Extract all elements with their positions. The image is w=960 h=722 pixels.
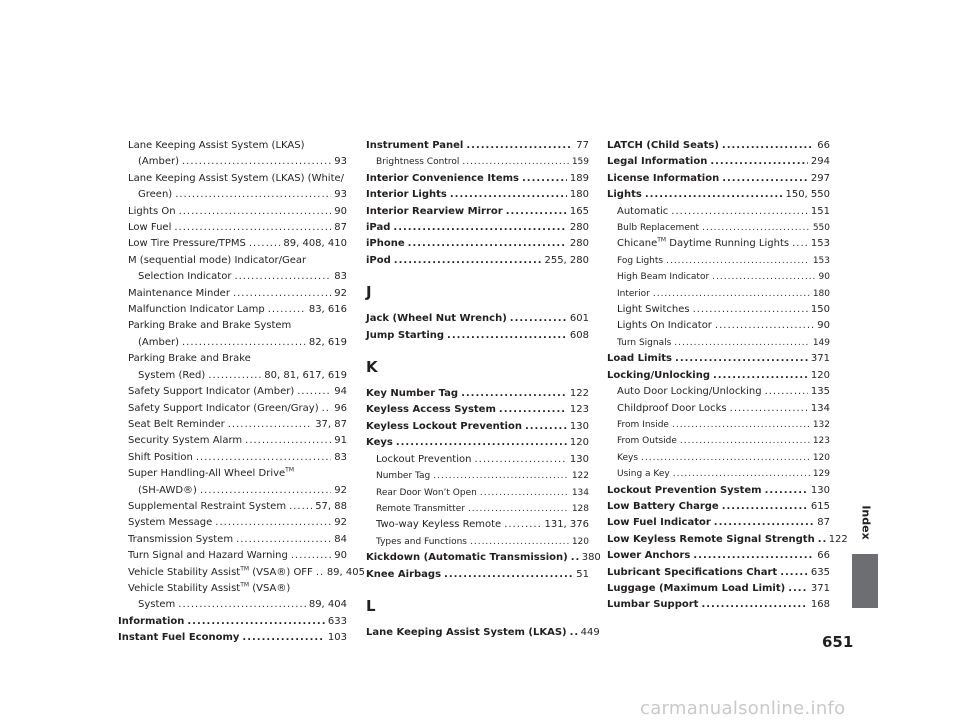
index-entry: From Inside ..... 132: [607, 417, 830, 433]
index-entry: Safety Support Indicator (Amber) ..... 94: [118, 384, 347, 400]
index-entry: Lockout Prevention System ..... 130: [607, 483, 830, 499]
index-entry: Vehicle Stability Assist™ (VSA®) OFF ..... 89, 405: [118, 565, 347, 581]
index-entry: Fog Lights ..... 153: [607, 253, 830, 269]
index-entry: iPhone ..... 280: [366, 236, 589, 252]
index-entry: Jack (Wheel Nut Wrench) ..... 601: [366, 311, 589, 327]
index-entry: Interior Lights ..... 180: [366, 187, 589, 203]
index-entry: System Message ..... 92: [118, 515, 347, 531]
index-entry: Parking Brake and Brake System: [128, 320, 292, 332]
index-entry: Chicane™ Daytime Running Lights ..... 153: [607, 236, 830, 252]
index-entry: Interior Rearview Mirror ..... 165: [366, 204, 589, 220]
index-entry: Types and Functions ..... 120: [366, 534, 589, 550]
index-entry: Lane Keeping Assist System (LKAS) (White/: [128, 172, 345, 184]
section-letter-k: K: [366, 358, 378, 377]
index-entry: Instrument Panel ..... 77: [366, 138, 589, 154]
index-entry: iPod ..... 255, 280: [366, 253, 589, 269]
section-letter-j: J: [366, 283, 372, 302]
index-entry: iPad ..... 280: [366, 220, 589, 236]
index-entry: Selection Indicator ..... 83: [118, 269, 347, 285]
index-entry: Luggage (Maximum Load Limit) ..... 371: [607, 581, 830, 597]
page-number: 651: [822, 633, 854, 651]
index-column-3: [607, 138, 848, 614]
index-entry: Low Fuel Indicator ..... 87: [607, 515, 830, 531]
index-entry: Lights On ..... 90: [118, 204, 347, 220]
index-entry: Parking Brake and Brake: [128, 353, 251, 365]
index-entry: Lumbar Support ..... 168: [607, 597, 830, 613]
index-entry: Automatic ..... 151: [607, 204, 830, 220]
index-entry: Brightness Control ..... 159: [366, 154, 589, 170]
index-entry: (SH-AWD®) ..... 92: [118, 483, 347, 499]
index-entry: (Amber) ..... 82, 619: [118, 335, 347, 351]
index-entry: Keys ..... 120: [366, 435, 589, 451]
index-entry: Auto Door Locking/Unlocking ..... 135: [607, 384, 830, 400]
index-entry: Lights ..... 150, 550: [607, 187, 830, 203]
index-entry: Lane Keeping Assist System (LKAS): [128, 140, 305, 151]
index-entry: Kickdown (Automatic Transmission) ..... 380: [366, 550, 589, 566]
index-entry: Low Tire Pressure/TPMS ..... 89, 408, 410: [118, 236, 347, 252]
watermark: carmanualsonline.info: [640, 698, 846, 719]
index-entry: Load Limits ..... 371: [607, 351, 830, 367]
index-entry: Shift Position ..... 83: [118, 450, 347, 466]
index-entry: LATCH (Child Seats) ..... 66: [607, 138, 830, 154]
index-entry: Low Keyless Remote Signal Strength ..... 122: [607, 532, 830, 548]
index-entry: Keyless Lockout Prevention ..... 130: [366, 419, 589, 435]
index-entry: M (sequential mode) Indicator/Gear: [128, 254, 307, 266]
index-entry: Turn Signal and Hazard Warning ..... 90: [118, 548, 347, 564]
index-entry: Transmission System ..... 84: [118, 532, 347, 548]
index-entry: Lower Anchors ..... 66: [607, 548, 830, 564]
index-entry: Interior Convenience Items ..... 189: [366, 171, 589, 187]
index-entry: Knee Airbags ..... 51: [366, 567, 589, 583]
index-entry: Malfunction Indicator Lamp ..... 83, 616: [118, 302, 347, 318]
index-entry: Green) ..... 93: [118, 187, 347, 203]
index-entry: Low Fuel ..... 87: [118, 220, 347, 236]
index-column-2: [366, 138, 601, 641]
index-entry: System ..... 89, 404: [118, 597, 347, 613]
section-letter-l: L: [366, 596, 376, 615]
index-entry: Locking/Unlocking ..... 120: [607, 368, 830, 384]
index-entry: Legal Information ..... 294: [607, 154, 830, 170]
index-entry: Lockout Prevention ..... 130: [366, 452, 589, 468]
index-entry: Turn Signals ..... 149: [607, 335, 830, 351]
index-entry: System (Red) ..... 80, 81, 617, 619: [118, 368, 347, 384]
index-entry: Super Handling-All Wheel Drive™: [128, 466, 295, 480]
index-entry: Key Number Tag ..... 122: [366, 386, 589, 402]
index-entry: Bulb Replacement ..... 550: [607, 220, 830, 236]
index-entry: Security System Alarm ..... 91: [118, 433, 347, 449]
index-entry: Lubricant Specifications Chart ..... 635: [607, 565, 830, 581]
index-entry: Keyless Access System ..... 123: [366, 402, 589, 418]
index-entry: Low Battery Charge ..... 615: [607, 499, 830, 515]
index-entry: From Outside ..... 123: [607, 433, 830, 449]
index-entry: Vehicle Stability Assist™ (VSA®): [128, 581, 291, 594]
index-entry: Supplemental Restraint System ..... 57, 88: [118, 499, 347, 515]
index-entry: Two-way Keyless Remote ..... 131, 376: [366, 517, 589, 533]
index-entry: Safety Support Indicator (Green/Gray) ..... 96: [118, 401, 347, 417]
index-entry: Number Tag ..... 122: [366, 468, 589, 484]
index-entry: Light Switches ..... 150: [607, 302, 830, 318]
index-entry: Information ..... 633: [118, 614, 347, 630]
index-entry: Jump Starting ..... 608: [366, 328, 589, 344]
index-entry: Lane Keeping Assist System (LKAS) ..... 449: [366, 625, 589, 641]
index-entry: Seat Belt Reminder ..... 37, 87: [118, 417, 347, 433]
index-entry: Childproof Door Locks ..... 134: [607, 401, 830, 417]
index-entry: Maintenance Minder ..... 92: [118, 286, 347, 302]
index-entry: License Information ..... 297: [607, 171, 830, 187]
index-entry: Remote Transmitter ..... 128: [366, 501, 589, 517]
index-entry: Using a Key ..... 129: [607, 466, 830, 482]
index-entry: (Amber) ..... 93: [118, 154, 347, 170]
index-entry: Lights On Indicator ..... 90: [607, 318, 830, 334]
index-side-tab[interactable]: Index: [854, 492, 878, 552]
index-entry: High Beam Indicator ..... 90: [607, 269, 830, 285]
index-entry: Rear Door Won’t Open ..... 134: [366, 485, 589, 501]
index-tab-marker: [852, 554, 878, 608]
index-entry: Interior ..... 180: [607, 286, 830, 302]
index-entry: Keys ..... 120: [607, 450, 830, 466]
index-column-1: [118, 138, 365, 647]
index-entry: Instant Fuel Economy ..... 103: [118, 630, 347, 646]
